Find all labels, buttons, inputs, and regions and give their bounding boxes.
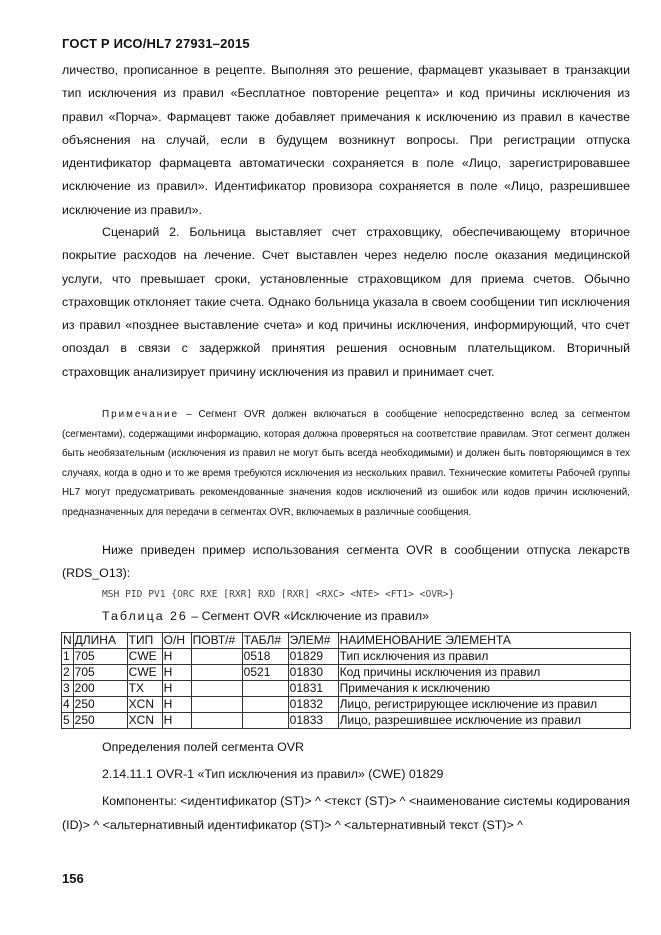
table-cell: 01830 <box>288 665 338 681</box>
table-caption-dash: – <box>187 609 202 623</box>
note-dash: – <box>179 409 199 420</box>
table-cell: 3 <box>62 681 74 697</box>
definitions-heading: Определения полей сегмента OVR <box>102 740 304 754</box>
table-cell: 01832 <box>288 697 338 713</box>
table-cell: 250 <box>73 697 127 713</box>
table-cell: H <box>162 665 191 681</box>
page-number: 156 <box>62 871 84 886</box>
note-block <box>62 405 630 523</box>
table-cell: H <box>162 649 191 665</box>
column-header: ПОВТ/# <box>191 633 242 649</box>
table-cell: 1 <box>62 649 74 665</box>
table-cell: CWE <box>127 665 162 681</box>
ovr-segment-table <box>61 632 631 729</box>
standard-header: ГОСТ Р ИСО/HL7 27931–2015 <box>62 36 250 51</box>
table-cell: CWE <box>127 649 162 665</box>
table-cell: 705 <box>73 649 127 665</box>
table-cell: TX <box>127 681 162 697</box>
subsection-heading: 2.14.11.1 OVR-1 «Тип исключения из правил» (CWE) 01829 <box>102 767 444 781</box>
table-cell: Лицо, разрешившее исключение из правил <box>338 713 630 729</box>
table-cell: 200 <box>73 681 127 697</box>
table-caption-label: Таблица 26 <box>102 609 188 623</box>
table-row <box>62 681 631 697</box>
column-header: НАИМЕНОВАНИЕ ЭЛЕМЕНТА <box>338 633 630 649</box>
table-cell: 01833 <box>288 713 338 729</box>
table-row <box>62 649 631 665</box>
table-cell <box>242 697 288 713</box>
table-cell: Лицо, регистрирующее исключение из правил <box>338 697 630 713</box>
table-cell: 705 <box>73 665 127 681</box>
paragraph-scenario-2: Сценарий 2. Больница выставляет счет страховщику, обеспечивающему вторичное покрытие расходов на лечение. Счет выставлен через неделю после оказания медицинской услуги, что превышает сроки, установленные страховщиком для приема счетов. Обычно страховщик отклоняет такие счета. Однако больница указала в своем сообщении тип исключения из правил «позднее выставление счета» и код причины исключения, информирующий, что счет опоздал в связи с задержкой принятия решения основным плательщиком. Вторичный страховщик анализирует причину исключения из правил и принимает счет. <box>62 225 630 379</box>
table-cell: 01831 <box>288 681 338 697</box>
table-cell: Код причины исключения из правил <box>338 665 630 681</box>
table-cell: H <box>162 697 191 713</box>
table-cell: XCN <box>127 697 162 713</box>
table-header-row <box>62 633 631 649</box>
table-cell: XCN <box>127 713 162 729</box>
table-cell <box>191 665 242 681</box>
table-cell: 4 <box>62 697 74 713</box>
note-label: Примечание <box>102 409 180 420</box>
table-row <box>62 665 631 681</box>
column-header: ТАБЛ# <box>242 633 288 649</box>
table-cell: 250 <box>73 713 127 729</box>
table-cell: 0518 <box>242 649 288 665</box>
column-header: ТИП <box>127 633 162 649</box>
paragraph-components: Компоненты: <идентификатор (ST)> ^ <текст (ST)> ^ <наименование системы кодирования (ID)> ^ <альтернативный идентификатор (ST)> ^ <альтернативный текст (ST)> ^ <box>62 794 630 832</box>
column-header: N <box>63 633 72 647</box>
table-caption <box>102 609 429 623</box>
table-cell <box>191 681 242 697</box>
table-cell <box>191 713 242 729</box>
table-cell: 5 <box>62 713 74 729</box>
table-cell <box>242 681 288 697</box>
table-cell <box>191 697 242 713</box>
paragraph-example-intro: Ниже приведен пример использования сегмента OVR в сообщении отпуска лекарств (RDS_O13): <box>62 543 630 580</box>
column-header: ДЛИНА <box>73 633 127 649</box>
table-row <box>62 697 631 713</box>
table-cell: 0521 <box>242 665 288 681</box>
table-caption-text: Сегмент OVR «Исключение из правил» <box>201 609 430 623</box>
table-cell: H <box>162 681 191 697</box>
table-cell: Примечания к исключению <box>338 681 630 697</box>
table-cell: 01829 <box>288 649 338 665</box>
note-text: Сегмент OVR должен включаться в сообщение непосредственно вслед за сегментом (сегментами), содержащими информацию, которая должна проверяться на соответствие правилам. Этот сегмент должен быть необязательным (исключения из правил не могут быть всегда необходимыми) и должен быть повторяющимся в тех случаях, когда в одно и то же время требуются исключения из нескольких правил. Технические комитеты Рабочей группы HL7 могут предусматривать рекомендованные значения кодов исключений из ошибок или кодов причин исключений, предназначенных для передачи в сегментах OVR, включаемых в различные сообщения. <box>62 409 631 518</box>
column-header: ЭЛЕМ# <box>288 633 338 649</box>
paragraph-scenario-1-end: личество, прописанное в рецепте. Выполняя это решение, фармацевт указывает в транзакции тип исключения из правил «Бесплатное повторение рецепта» и код причины исключения из правил «Порча». Фармацевт также добавляет примечания к исключению из правил в качестве объяснения на случай, если в будущем возникнут вопросы. При регистрации отпуска идентификатор фармацевта автоматически сохраняется в поле «Лицо, зарегистрировавшее исключение из правил». Идентификатор провизора сохраняется в поле «Лицо, разрешившее исключение из правил». <box>62 63 630 217</box>
table-cell: 2 <box>62 665 74 681</box>
column-header: О/Н <box>162 633 191 649</box>
table-cell <box>242 713 288 729</box>
table-cell: H <box>162 713 191 729</box>
table-cell: Тип исключения из правил <box>338 649 630 665</box>
table-cell <box>191 649 242 665</box>
table-row <box>62 713 631 729</box>
code-example: MSH PID PV1 {ORC RXE [RXR] RXD [RXR] <RXC> <NTE> <FT1> <OVR>} <box>102 589 455 600</box>
